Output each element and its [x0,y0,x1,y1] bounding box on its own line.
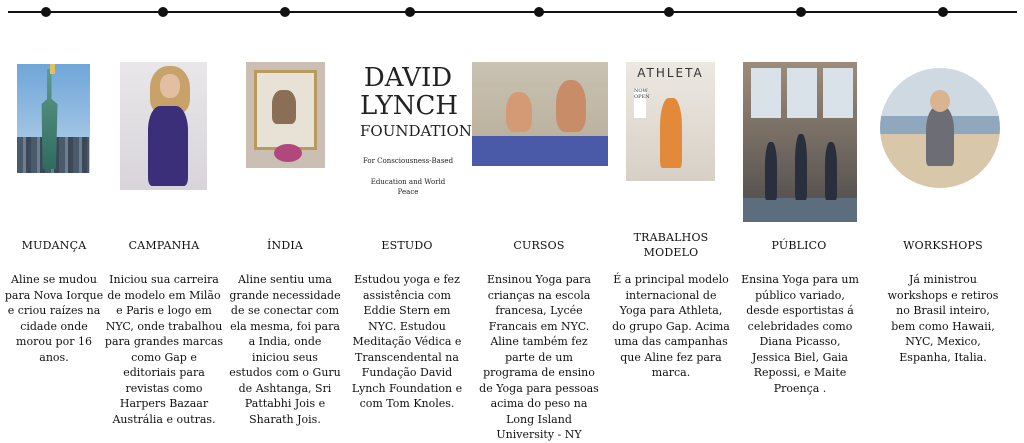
timeline-description: Aline sentiu uma grande necessidade de se conectar com ela mesma, foi para a India, onde iniciou seus estudos com o Guru de Ashtanga, Sri Pattabhi Jois e Sharath Jois. [229,273,341,426]
logo-text: Education and World Peace [370,178,446,196]
statue-of-liberty-photo [17,64,90,173]
timeline-description: Estudou yoga e fez assistência com Eddie Stern em NYC. Estudou Meditação Védica e Transcendental na Fundação David Lynch Foundation e com Tom Knoles. [351,273,463,410]
timeline-title: TRABALHOS MODELO [633,231,709,259]
timeline-dot [796,7,806,17]
timeline-dot [534,7,544,17]
timeline-title: CURSOS [513,239,565,252]
store-sign: NOW OPEN [634,88,646,118]
logo-text: For Consciousness-Based [362,157,454,165]
david-lynch-foundation-logo [360,62,472,196]
kids-yoga-photo [472,62,608,166]
guru-frame-photo [246,62,325,168]
logo-text: DAVID [363,63,453,93]
athleta-campaign-photo [626,62,715,181]
timeline-description: Já ministrou workshops e retiros no Brasil inteiro, bem como Hawaii, NYC, Mexico, Espanha, Italia. [887,273,999,364]
timeline-description: Aline se mudou para Nova Iorque e criou raízes na cidade onde morou por 16 anos. [4,273,104,364]
yoga-studio-photo [743,62,857,222]
timeline-description: Ensina Yoga para um público variado, desde esportistas á celebridades como Diana Picasso, Jessica Biel, Gaia Repossi, e Maite Proença . [741,273,859,395]
timeline-dot [280,7,290,17]
timeline-title: ÍNDIA [266,239,304,252]
beach-meditation-photo [880,68,1000,188]
timeline-dot [158,7,168,17]
timeline-dot [405,7,415,17]
timeline-dot [938,7,948,17]
timeline-title: ESTUDO [381,239,433,252]
magazine-model-photo [120,62,207,190]
timeline-description: É a principal modelo internacional de Yoga para Athleta, do grupo Gap. Acima uma das campanhas que Aline fez para marca. [612,273,730,379]
timeline-description: Iniciou sua carreira de modelo em Milão e Paris e logo em NYC, onde trabalhou para grandes marcas como Gap e editoriais para revistas como Harpers Bazaar Austrália e outras. [104,273,224,426]
logo-text: LYNCH [360,91,459,121]
logo-text: FOUNDATION [360,122,472,140]
timeline-title: CAMPANHA [128,239,200,252]
timeline-title: WORKSHOPS [903,239,983,252]
brand-logo-text: ATHLETA [637,66,704,80]
timeline-description: Ensinou Yoga para crianças na escola francesa, Lycée Francais em NYC. Aline também fez parte de um programa de ensino de Yoga para pessoas acima do peso na Long Island University - NY [479,273,599,441]
timeline-title: PÚBLICO [771,239,827,252]
timeline-dot [41,7,51,17]
timeline-title: MUDANÇA [21,239,87,252]
timeline-dot [664,7,674,17]
